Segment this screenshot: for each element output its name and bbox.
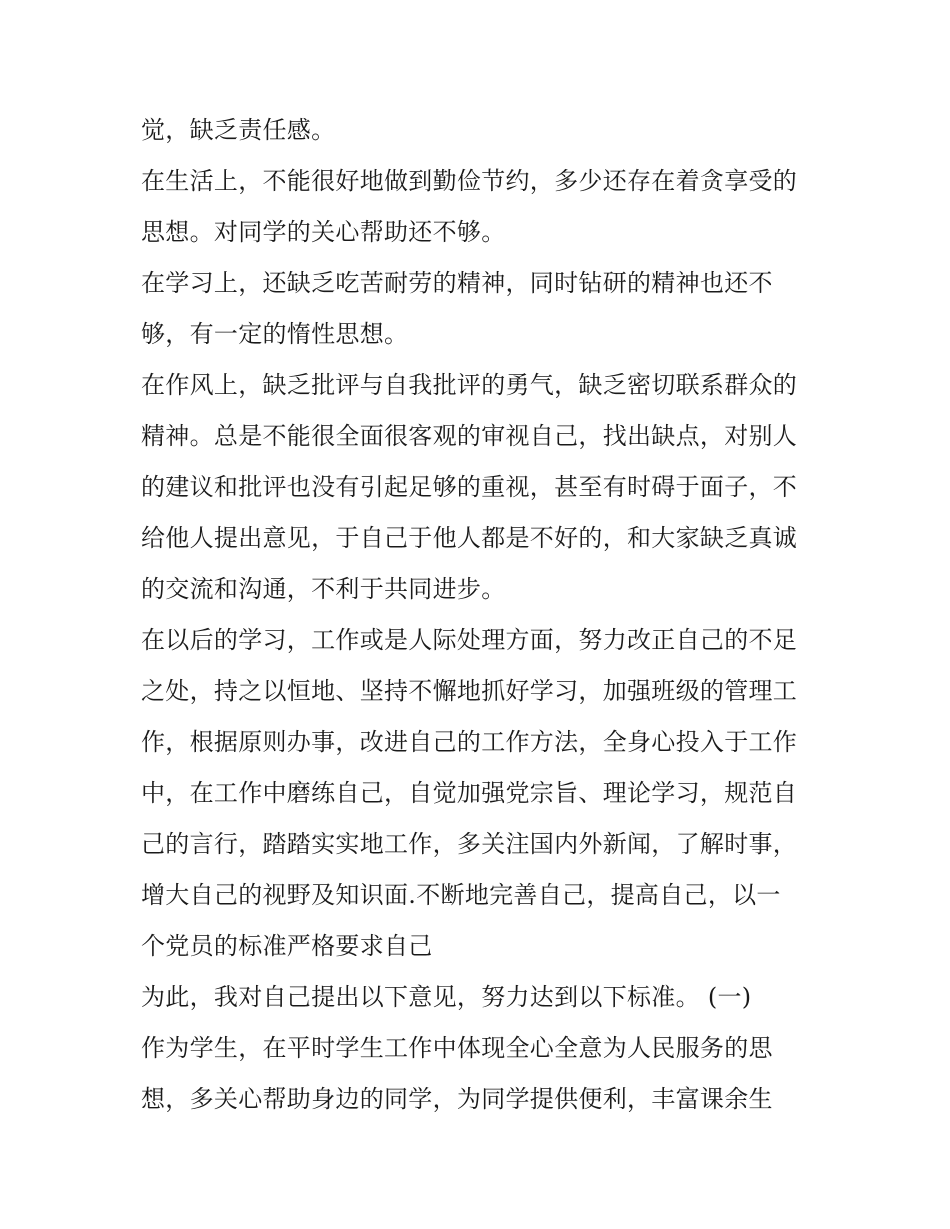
text-line-4: 在学习上，还缺乏吃苦耐劳的精神，同时钻研的精神也还不 [141,269,773,297]
text-line-16: 增大自己的视野及知识面.不断地完善自己，提高自己，以一 [141,881,781,909]
text-line-8: 的建议和批评也没有引起足够的重视，甚至有时碍于面子，不 [141,473,798,501]
text-line-19: 作为学生，在平时学生工作中体现全心全意为人民服务的思 [141,1034,773,1062]
text-line-9: 给他人提出意见，于自己于他人都是不好的，和大家缺乏真诚 [141,524,798,552]
text-line-20: 想，多关心帮助身边的同学，为同学提供便利，丰富课余生 [141,1085,773,1113]
text-line-10: 的交流和沟通，不利于共同进步。 [141,575,506,603]
text-line-17: 个党员的标准严格要求自己 [141,932,433,960]
text-line-12: 之处，持之以恒地、坚持不懈地抓好学习，加强班级的管理工 [141,677,798,705]
text-line-14: 中，在工作中磨练自己，自觉加强党宗旨、理论学习，规范自 [141,779,798,807]
text-line-11: 在以后的学习，工作或是人际处理方面，努力改正自己的不足 [141,626,798,654]
text-line-13: 作，根据原则办事，改进自己的工作方法，全身心投入于工作 [141,728,798,756]
text-line-15: 己的言行，踏踏实实地工作，多关注国内外新闻，了解时事， [141,830,798,858]
text-line-1: 觉，缺乏责任感。 [141,116,336,144]
document-body [141,105,821,1125]
text-line-18: 为此，我对自己提出以下意见，努力达到以下标准。 (一) [141,983,752,1011]
text-line-6: 在作风上，缺乏批评与自我批评的勇气，缺乏密切联系群众的 [141,371,798,399]
text-line-5: 够，有一定的惰性思想。 [141,320,409,348]
text-line-2: 在生活上，不能很好地做到勤俭节约，多少还存在着贪享受的 [141,167,798,195]
text-line-3: 思想。对同学的关心帮助还不够。 [141,218,506,246]
text-line-7: 精神。总是不能很全面很客观的审视自己，找出缺点，对别人 [141,422,798,450]
